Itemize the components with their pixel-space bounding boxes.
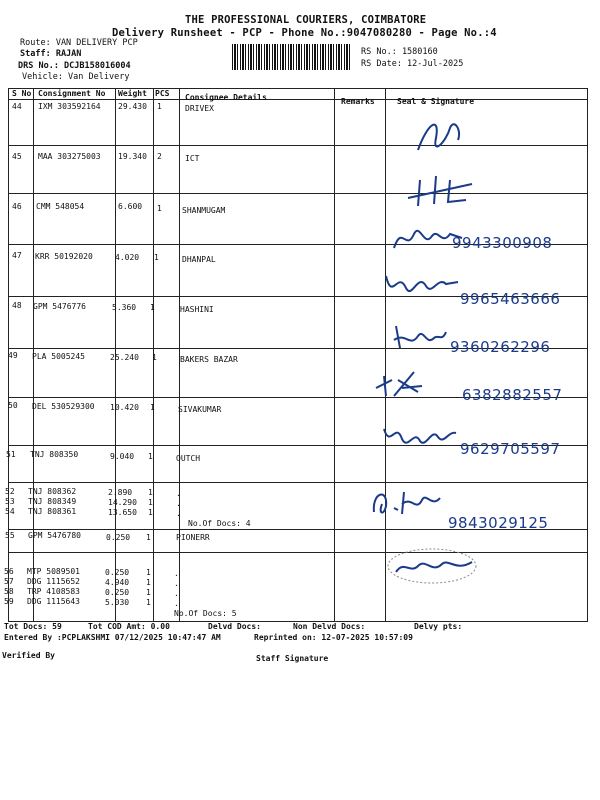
signature-drawing bbox=[402, 170, 492, 210]
col-seal: Seal & Signature bbox=[397, 97, 475, 106]
row-consignee: HASHINI bbox=[180, 305, 214, 314]
row-consignee: . bbox=[174, 569, 179, 578]
row-sno: 47 bbox=[12, 251, 22, 260]
row-weight: 0.250 bbox=[105, 568, 130, 577]
row-sno: 44 bbox=[12, 102, 22, 111]
docs-count: No.Of Docs: 5 bbox=[174, 609, 237, 618]
non-delivered-docs: Non Delvd Docs: bbox=[293, 622, 366, 631]
row-sno: 46 bbox=[12, 202, 22, 211]
stamp-drawing bbox=[386, 546, 481, 586]
col-consignment: Consignment No bbox=[38, 89, 106, 98]
col-sno: S No bbox=[12, 89, 32, 98]
col-weight: Weight bbox=[118, 89, 147, 98]
row-pcs: 1 bbox=[146, 598, 151, 607]
rs-number: RS No.: 1580160 bbox=[361, 47, 438, 57]
row-consignment: MAA 303275003 bbox=[38, 152, 101, 161]
row-weight: 25.240 bbox=[110, 353, 139, 362]
col-remarks: Remarks bbox=[341, 97, 375, 106]
handwritten-phone: 9843029125 bbox=[448, 514, 549, 532]
row-weight: 14.290 bbox=[108, 498, 137, 507]
entered-by: Entered By :PCPLAKSHMI 07/12/2025 10:47:47 AM bbox=[4, 633, 221, 642]
col-pcs: PCS bbox=[155, 89, 170, 98]
row-consignee: . bbox=[174, 589, 179, 598]
row-sno: 45 bbox=[12, 152, 22, 161]
row-sno: 53 bbox=[5, 497, 15, 506]
row-sno: 57 bbox=[4, 577, 14, 586]
row-consignee: DHANPAL bbox=[182, 255, 216, 264]
runsheet-title: Delivery Runsheet - PCP - Phone No.:9047080280 - Page No.:4 bbox=[112, 27, 497, 39]
row-weight: 10.420 bbox=[110, 403, 139, 412]
row-consignee: OUTCH bbox=[176, 454, 201, 463]
row-weight: 0.250 bbox=[105, 588, 130, 597]
row-weight: 0.250 bbox=[106, 533, 131, 542]
row-pcs: 1 bbox=[154, 253, 159, 262]
row-sno: 50 bbox=[8, 401, 18, 410]
signature-drawing bbox=[380, 262, 465, 302]
row-pcs: 1 bbox=[146, 568, 151, 577]
route-label: Route: VAN DELIVERY PCP bbox=[20, 38, 138, 48]
row-sno: 56 bbox=[4, 567, 14, 576]
signature-drawing bbox=[390, 318, 450, 354]
row-sno: 48 bbox=[12, 301, 22, 310]
row-consignment: MTP 5089501 bbox=[27, 567, 80, 576]
row-pcs: 1 bbox=[157, 102, 162, 111]
row-pcs: 2 bbox=[157, 152, 162, 161]
docs-count: No.Of Docs: 4 bbox=[188, 519, 251, 528]
row-weight: 5.030 bbox=[105, 598, 130, 607]
row-sno: 54 bbox=[5, 507, 15, 516]
reprinted-on: Reprinted on: 12-07-2025 10:57:09 bbox=[254, 633, 413, 642]
drs-number: DRS No.: DCJB158016004 bbox=[18, 61, 131, 71]
row-pcs: 1 bbox=[152, 353, 157, 362]
signature-drawing bbox=[368, 482, 453, 522]
staff-label: Staff: RAJAN bbox=[20, 49, 82, 59]
row-consignment: TNJ 808350 bbox=[30, 450, 79, 459]
handwritten-phone: 9360262296 bbox=[450, 338, 551, 356]
row-weight: 9.040 bbox=[110, 452, 135, 461]
row-weight: 4.940 bbox=[105, 578, 130, 587]
row-pcs: 1 bbox=[150, 303, 155, 312]
row-weight: 5.360 bbox=[112, 303, 137, 312]
row-sno: 59 bbox=[4, 597, 14, 606]
row-consignee: . bbox=[174, 579, 179, 588]
row-consignment: GPM 5476780 bbox=[28, 531, 81, 540]
row-consignment: PLA 5005245 bbox=[32, 352, 85, 361]
handwritten-phone: 9629705597 bbox=[460, 440, 561, 458]
handwritten-phone: 6382882557 bbox=[462, 386, 563, 404]
row-sno: 52 bbox=[5, 487, 15, 496]
row-consignee: SIVAKUMAR bbox=[178, 405, 222, 414]
row-pcs: 1 bbox=[150, 403, 155, 412]
row-consignee: ICT bbox=[185, 154, 200, 163]
row-consignment: IXM 303592164 bbox=[38, 102, 101, 111]
row-consignee: DRIVEX bbox=[185, 104, 214, 113]
row-pcs: 1 bbox=[146, 588, 151, 597]
delivery-points: Delvy pts: bbox=[414, 622, 463, 631]
row-consignee: BAKERS BAZAR bbox=[180, 355, 238, 364]
signature-drawing bbox=[410, 112, 470, 157]
row-sno: 58 bbox=[4, 587, 14, 596]
company-name: THE PROFESSIONAL COURIERS, COIMBATORE bbox=[185, 14, 427, 26]
signature-drawing bbox=[372, 366, 432, 402]
row-consignee: SHANMUGAM bbox=[182, 206, 226, 215]
row-pcs: 1 bbox=[146, 533, 151, 542]
total-docs: Tot Docs: 59 bbox=[4, 622, 62, 631]
row-pcs: 1 bbox=[148, 498, 153, 507]
row-weight: 13.650 bbox=[108, 508, 137, 517]
row-pcs: 1 bbox=[148, 488, 153, 497]
row-consignee: . bbox=[176, 509, 181, 518]
row-weight: 19.340 bbox=[118, 152, 147, 161]
row-weight: 4.020 bbox=[115, 253, 140, 262]
vehicle-label: Vehicle: Van Delivery bbox=[22, 72, 130, 82]
row-consignment: KRR 50192020 bbox=[35, 252, 93, 261]
delivered-docs: Delvd Docs: bbox=[208, 622, 261, 631]
row-consignment: CMM 548054 bbox=[36, 202, 85, 211]
row-consignment: DDG 1115643 bbox=[27, 597, 80, 606]
row-consignment: GPM 5476776 bbox=[33, 302, 86, 311]
rs-date: RS Date: 12-Jul-2025 bbox=[361, 59, 464, 69]
row-consignee: . bbox=[176, 489, 181, 498]
row-weight: 6.600 bbox=[118, 202, 143, 211]
row-consignee: PIONERR bbox=[176, 533, 210, 542]
barcode bbox=[232, 44, 352, 70]
signature-drawing bbox=[378, 415, 463, 455]
row-consignment: TNJ 808362 bbox=[28, 487, 77, 496]
row-pcs: 1 bbox=[148, 452, 153, 461]
handwritten-phone: 9943300908 bbox=[452, 234, 553, 252]
verified-by: Verified By bbox=[2, 651, 55, 660]
row-consignment: DDG 1115652 bbox=[27, 577, 80, 586]
row-consignee: . bbox=[176, 499, 181, 508]
col-consignee: Consignee Details bbox=[185, 93, 267, 102]
row-sno: 51 bbox=[6, 450, 16, 459]
total-cod: Tot COD Amt: 0.00 bbox=[88, 622, 170, 631]
row-consignment: TNJ 808361 bbox=[28, 507, 77, 516]
handwritten-phone: 9965463666 bbox=[460, 290, 561, 308]
row-weight: 29.430 bbox=[118, 102, 147, 111]
row-weight: 2.890 bbox=[108, 488, 133, 497]
row-pcs: 1 bbox=[157, 204, 162, 213]
row-pcs: 1 bbox=[146, 578, 151, 587]
row-consignment: TNJ 808349 bbox=[28, 497, 77, 506]
staff-signature-label: Staff Signature bbox=[256, 654, 329, 663]
row-sno: 55 bbox=[5, 531, 15, 540]
row-pcs: 1 bbox=[148, 508, 153, 517]
row-consignment: DEL 530529300 bbox=[32, 402, 95, 411]
row-consignment: TRP 4108583 bbox=[27, 587, 80, 596]
row-sno: 49 bbox=[8, 351, 18, 360]
row-consignee: . bbox=[174, 599, 179, 608]
